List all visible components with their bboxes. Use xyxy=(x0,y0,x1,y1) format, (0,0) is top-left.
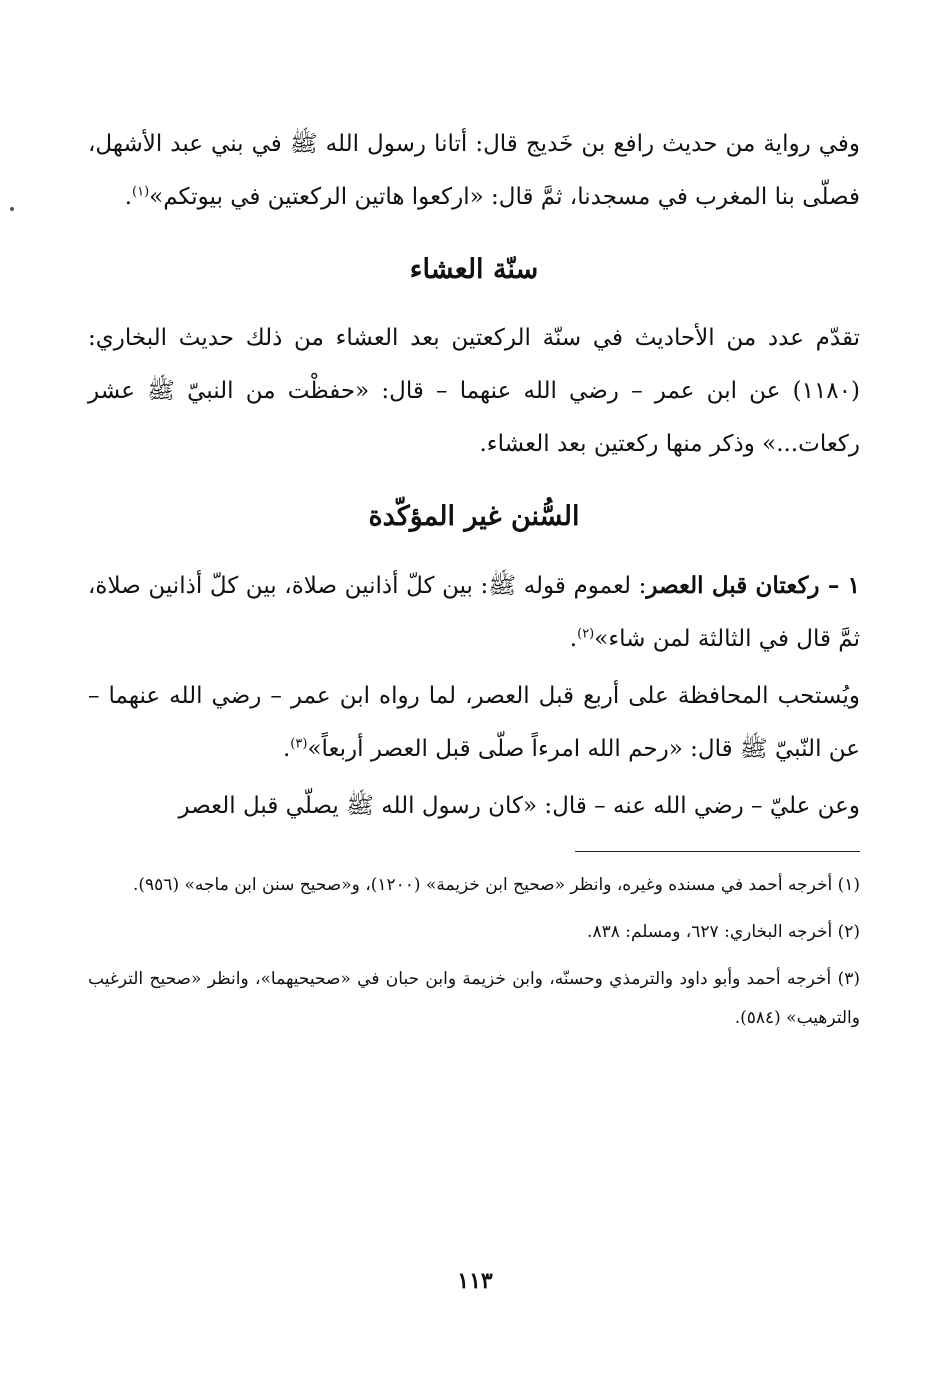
paragraph-text: ويُستحب المحافظة على أربع قبل العصر، لما رواه ابن عمر – رضي الله عنهما – عن النّبيّ ﷺ قال: «رحم الله امرءاً صلّى قبل العصر أربعاً» xyxy=(88,683,860,762)
paragraph-asr-two-rakats xyxy=(88,559,860,666)
scan-mark xyxy=(10,207,14,211)
paragraph-ali-hadith: وعن عليّ – رضي الله عنه – قال: «كان رسول الله ﷺ يصلّي قبل العصر xyxy=(178,793,860,819)
page-body xyxy=(88,118,860,1046)
heading-non-confirmed-sunnahs: السُّنن غير المؤكّدة xyxy=(368,501,580,532)
heading-isha-sunnah: سنّة العشاء xyxy=(409,254,539,285)
paragraph-end: . xyxy=(282,736,291,762)
footnote-2: (٢) أخرجه البخاري: ٦٢٧، ومسلم: ٨٣٨. xyxy=(587,922,860,942)
footnote-ref-3[interactable]: (٣) xyxy=(290,736,308,752)
paragraph-end: . xyxy=(124,184,133,210)
paragraph-end: . xyxy=(569,626,578,652)
page-number: ١١٣ xyxy=(457,1268,493,1294)
paragraph-rafi-hadith xyxy=(88,118,860,224)
item-title: ١ – ركعتان قبل العصر xyxy=(646,572,860,599)
footnote-ref-2[interactable]: (٢) xyxy=(577,626,595,642)
paragraph-asr-four-rakats xyxy=(88,670,860,776)
paragraph-text: : لعموم قوله ﷺ: بين كلّ أذانين صلاة، بين كلّ أذانين صلاة، ثمَّ قال في الثالثة لمن شاء» xyxy=(88,573,860,652)
footnote-3: (٣) أخرجه أحمد وأبو داود والترمذي وحسنّه، وابن خزيمة وابن حبان في «صحيحيهما»، وانظر «صحيح الترغيب والترهيب» (٥٨٤). xyxy=(88,969,860,1028)
paragraph-isha-hadith: تقدّم عدد من الأحاديث في سنّة الركعتين بعد العشاء من ذلك حديث البخاري: (١١٨٠) عن ابن عمر – رضي الله عنهما – قال: «حفظْت من النبيّ ﷺ عشر ركعات...» وذكر منها ركعتين بعد العشاء. xyxy=(88,325,860,457)
footnotes xyxy=(88,866,860,1038)
paragraph-text: وفي رواية من حديث رافع بن خَديج قال: أتانا رسول الله ﷺ في بني عبد الأشهل، فصلّى بنا المغرب في مسجدنا، ثمَّ قال: «اركعوا هاتين الركعتين في بيوتكم» xyxy=(88,131,860,210)
footnote-ref-1[interactable]: (١) xyxy=(132,184,150,200)
footnote-1: (١) أخرجه أحمد في مسنده وغيره، وانظر «صحيح ابن خزيمة» (١٢٠٠)، و«صحيح سنن ابن ماجه» (٩٥٦). xyxy=(133,875,860,895)
footnote-divider xyxy=(575,851,860,852)
